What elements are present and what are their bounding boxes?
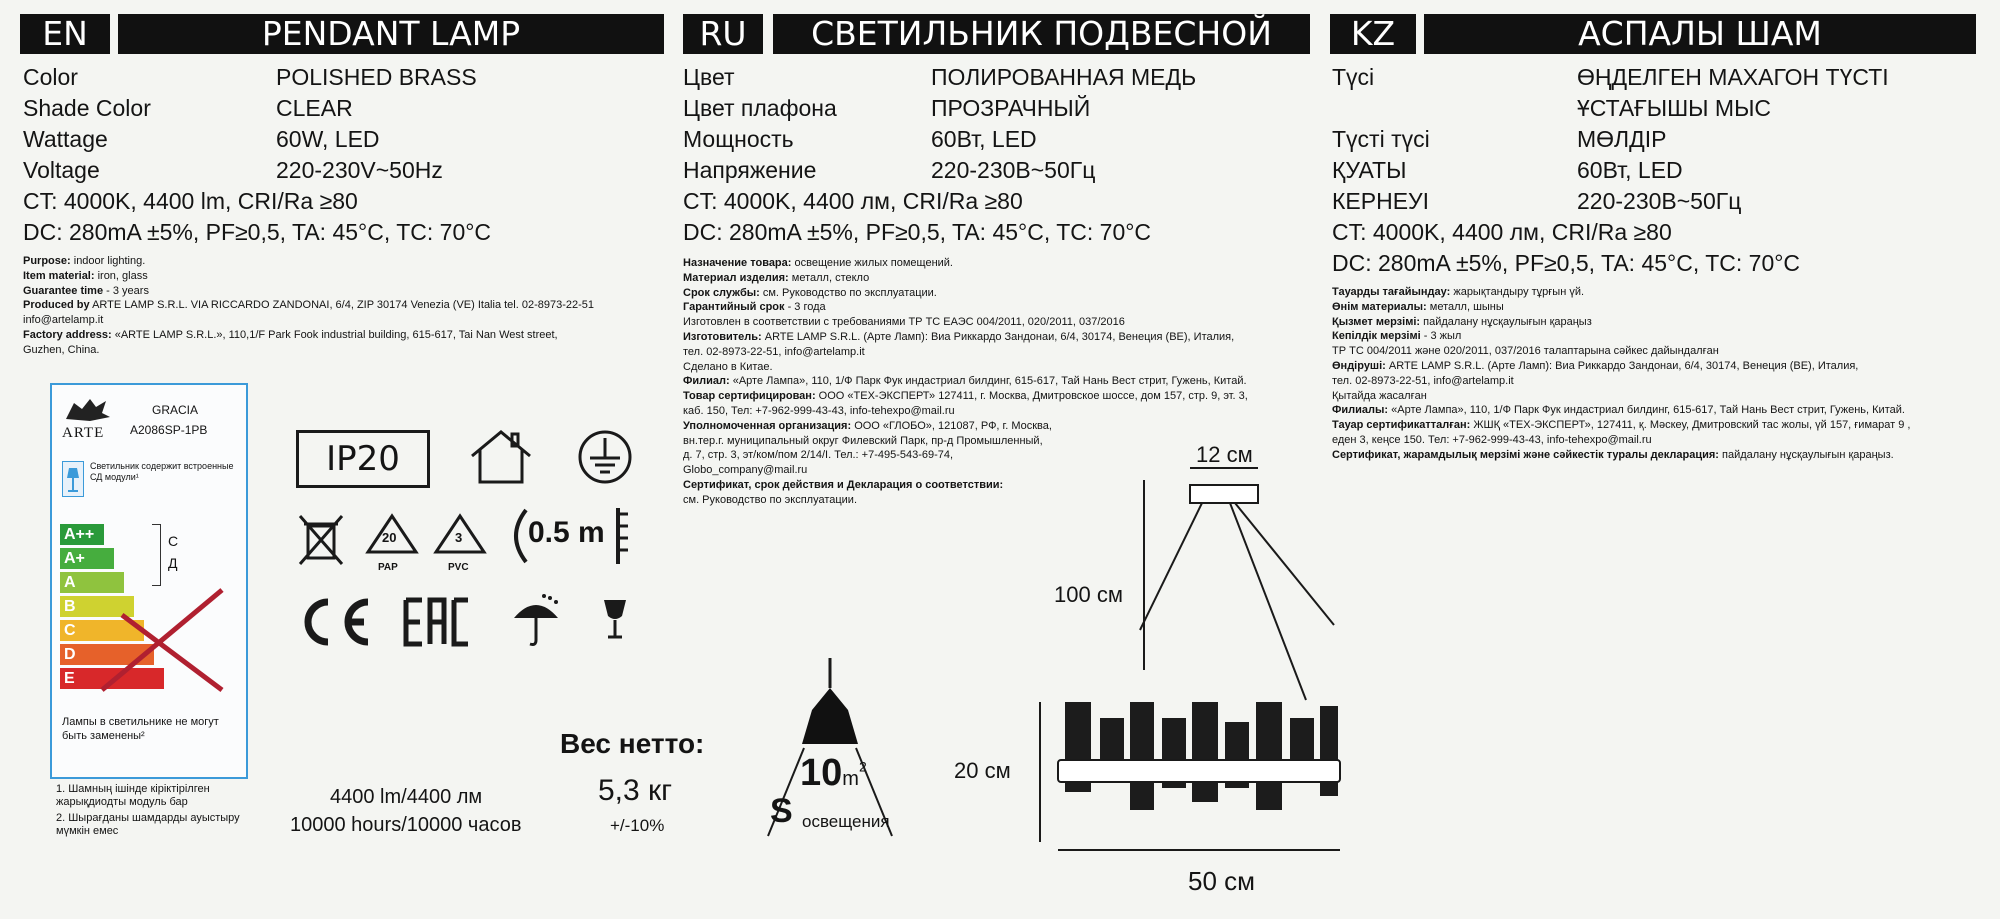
detail-line: каб. 150, Тел: +7-962-999-43-43, info-tehexpo@mail.ru bbox=[683, 404, 955, 417]
no-household-waste-icon bbox=[296, 512, 348, 568]
spec-key: Түсті түсі bbox=[1332, 126, 1430, 152]
spec-key: Shade Color bbox=[23, 95, 151, 121]
model-name: GRACIA bbox=[152, 403, 199, 417]
energy-class-bar: B bbox=[60, 596, 134, 617]
spec-row bbox=[23, 155, 594, 186]
spec-key: Мощность bbox=[683, 126, 794, 152]
lumen-line: 4400 lm/4400 лм bbox=[330, 786, 483, 808]
spec-row bbox=[1332, 124, 1910, 155]
model-code: A2086SP-1PB bbox=[130, 423, 208, 437]
spec-row bbox=[1332, 93, 1910, 124]
spec-value: 220-230В~50Гц bbox=[1577, 188, 1742, 214]
class-bracket bbox=[152, 524, 161, 586]
dim-shade-height: 20 см bbox=[954, 758, 1011, 783]
dim-height-total: 100 см bbox=[1054, 582, 1123, 607]
detail-line: ТР ТС 004/2011 және 020/2011, 037/2016 талаптарына сәйкес дайындалған bbox=[1332, 345, 1719, 358]
area-prefix: S bbox=[770, 792, 793, 830]
spec-key: Түсі bbox=[1332, 64, 1375, 90]
detail-line: вн.тер.г. муниципальный округ Филевский Парк, пр-д Промышленный, bbox=[683, 434, 1043, 447]
lang-code-ru: RU bbox=[683, 14, 763, 54]
recycle-pvc-code: PVC bbox=[448, 562, 469, 573]
brand-logo-text: ARTE bbox=[62, 425, 105, 441]
detail-line: Филиал: «Арте Лампа», 110, 1/Ф Парк Фук индастриал билдинг, 615-617, Тай Нань Вест стрит, Гужень, Китай. bbox=[683, 375, 1247, 388]
detail-line: Produced by ARTE LAMP S.R.L. VIA RICCARDO ZANDONAI, 6/4, ZIP 30174 Venezia (VE) Italia tel. 02-8973-22-51 bbox=[23, 299, 595, 312]
spec-row bbox=[1332, 62, 1910, 93]
detail-line: Қытайда жасалған bbox=[1332, 389, 1427, 402]
eac-mark-icon bbox=[402, 596, 472, 648]
detail-line: Қызмет мерзімі: пайдалану нұсқаулығын қараңыз bbox=[1332, 315, 1592, 328]
detail-line: Сделано в Китае. bbox=[683, 360, 773, 373]
footnote-1: 1. Шамның ішінде кіріктірілген жарықдиодты модуль бар bbox=[56, 783, 210, 808]
ce-mark-icon bbox=[296, 596, 376, 648]
recycle-pap-number: 20 bbox=[382, 530, 397, 545]
kz-column bbox=[1332, 62, 1910, 463]
spec-value: 220-230В~50Гц bbox=[931, 157, 1096, 183]
dim-canopy: 12 см bbox=[1196, 442, 1253, 467]
spec-row bbox=[683, 155, 1248, 186]
spec-key: Color bbox=[23, 64, 78, 90]
title-en: PENDANT LAMP bbox=[118, 14, 664, 54]
spec-value: 60Вт, LED bbox=[1577, 157, 1683, 183]
led-module-box bbox=[62, 461, 84, 497]
detail-line: Item material: iron, glass bbox=[23, 269, 148, 282]
detail-line: Изготовитель: ARTE LAMP S.R.L. (Арте Ламп): Виа Риккардо Зандонаи, 6/4, 30174, Венеция (ВЕ), Италия, bbox=[683, 330, 1235, 343]
distance-label: 0.5 m bbox=[528, 516, 605, 549]
detail-line: Кепілдік мерзімі - 3 жыл bbox=[1332, 330, 1462, 343]
detail-line: Тауарды тағайындау: жарықтандыру тұрғын үй. bbox=[1332, 286, 1585, 298]
scale-letter: С bbox=[168, 533, 179, 549]
lamps-note: Лампы в светильнике не могут быть заменены² bbox=[62, 716, 219, 742]
spec-value: CLEAR bbox=[276, 95, 353, 121]
spec-value: 60W, LED bbox=[276, 126, 380, 152]
indoor-house-icon bbox=[466, 428, 536, 486]
spec-value: POLISHED BRASS bbox=[276, 64, 477, 90]
detail-line: info@artelamp.it bbox=[23, 314, 104, 327]
ct-line: CT: 4000K, 4400 лм, CRI/Ra ≥80 bbox=[1332, 219, 1672, 245]
weight-tolerance: +/-10% bbox=[610, 816, 665, 835]
spec-row bbox=[683, 93, 1248, 124]
detail-line: Сертификат, срок действия и Декларация о соответствии: bbox=[683, 478, 1004, 491]
detail-line: Филиалы: «Арте Лампа», 110, 1/Ф Парк Фук индастриал билдинг, 615-617, Тай Нань Вест стрит, Гужень, Китай. bbox=[1332, 404, 1905, 417]
ip-rating-box: IP20 bbox=[296, 430, 430, 488]
detail-line: Guzhen, China. bbox=[23, 343, 100, 356]
detail-line: д. 7, стр. 3, эт/ком/пом 2/14/I. Тел.: +7-495-543-69-74, bbox=[683, 449, 954, 462]
spec-value: ПОЛИРОВАННАЯ МЕДЬ bbox=[931, 64, 1197, 90]
distance-ruler-icon bbox=[612, 506, 632, 566]
energy-class-bar: A bbox=[60, 572, 124, 593]
dc-line: DC: 280mA ±5%, PF≥0,5, TA: 45°C, TC: 70°C bbox=[1332, 250, 1801, 276]
energy-label-card bbox=[50, 383, 248, 779]
detail-line: Factory address: «ARTE LAMP S.R.L.», 110,1/F Park Fook industrial building, 615-617, Tai Nan West street, bbox=[23, 328, 558, 341]
energy-class-bar: C bbox=[60, 620, 144, 641]
spec-value: МӨЛДІР bbox=[1577, 126, 1667, 152]
spec-value: 60Вт, LED bbox=[931, 126, 1037, 152]
spec-value: ӨҢДЕЛГЕН МАХАГОН ТҮСТІ bbox=[1577, 64, 1889, 90]
energy-class-bar: D bbox=[60, 644, 154, 665]
lang-code-kz: KZ bbox=[1330, 14, 1416, 54]
detail-line: Срок службы: см. Руководство по эксплуатации. bbox=[683, 286, 937, 299]
title-ru: СВЕТИЛЬНИК ПОДВЕСНОЙ bbox=[773, 14, 1310, 54]
umbrella-icon bbox=[510, 592, 562, 650]
detail-line: Сертификат, жарамдылық мерзімі және сәйкестік туралы декларация: пайдалану нұсқаулығын қараңыз. bbox=[1332, 448, 1894, 461]
area-unit: m bbox=[842, 768, 859, 790]
detail-line: Purpose: indoor lighting. bbox=[23, 255, 146, 267]
spec-row bbox=[23, 62, 594, 93]
detail-line: Guarantee time - 3 years bbox=[23, 284, 149, 297]
energy-class-bar: E bbox=[60, 668, 164, 689]
spec-row bbox=[683, 62, 1248, 93]
detail-line: Материал изделия: металл, стекло bbox=[683, 271, 870, 284]
area-value: $10m^2$ bbox=[800, 752, 867, 794]
detail-line: Товар сертифицирован: ООО «ТЕХ-ЭКСПЕРТ» 127411, г. Москва, Дмитровское шоссе, дом 157, стр. 9, эт. 3, bbox=[683, 390, 1248, 403]
weight-label: Вес нетто: bbox=[560, 728, 705, 759]
not-replaceable-cross-icon bbox=[92, 585, 232, 695]
spec-key: Цвет плафона bbox=[683, 95, 837, 121]
spec-row bbox=[683, 124, 1248, 155]
detail-line: Изготовлен в соответствии с требованиями ТР ТС ЕАЭС 004/2011, 020/2011, 037/2016 bbox=[683, 316, 1125, 329]
detail-line: еден 3, кеңсе 150. Тел: +7-962-999-43-43, info-tehexpo@mail.ru bbox=[1332, 433, 1652, 446]
en-column bbox=[23, 62, 594, 358]
weight-value: 5,3 кг bbox=[598, 774, 673, 807]
footnote-2: 2. Шырағданы шамдарды ауыстыру мүмкін емес bbox=[56, 812, 240, 837]
detail-line: Гарантийный срок - 3 года bbox=[683, 301, 826, 314]
title-kz: АСПАЛЫ ШАМ bbox=[1424, 14, 1976, 54]
ground-earth-icon bbox=[576, 428, 634, 486]
hours-line: 10000 hours/10000 часов bbox=[290, 814, 522, 836]
lang-code-en: EN bbox=[20, 14, 110, 54]
spec-value: 220-230V~50Hz bbox=[276, 157, 443, 183]
energy-class-bar: A++ bbox=[60, 524, 104, 545]
lamp-dimension-drawing bbox=[930, 440, 1420, 910]
recycle-pvc-number: 3 bbox=[455, 530, 463, 545]
detail-line: Назначение товара: освещение жилых помещений. bbox=[683, 257, 953, 269]
detail-line: тел. 02-8973-22-51, info@artelamp.it bbox=[683, 345, 865, 358]
spec-value: ПРОЗРАЧНЫЙ bbox=[931, 95, 1091, 121]
area-unit-sup: 2 bbox=[858, 758, 867, 775]
area-label: освещения bbox=[802, 812, 890, 831]
spec-key bbox=[1332, 93, 1577, 124]
spec-key: Wattage bbox=[23, 126, 108, 152]
griffin-logo-icon bbox=[60, 393, 118, 427]
detail-line: см. Руководство по эксплуатации. bbox=[683, 493, 857, 506]
spec-row bbox=[23, 124, 594, 155]
led-note: Светильник содержит встроенные СД модули¹ bbox=[90, 461, 234, 482]
spec-key: КЕРНЕУІ bbox=[1332, 188, 1430, 214]
fragile-glass-icon bbox=[600, 596, 630, 642]
spec-row bbox=[1332, 186, 1910, 217]
lamp-icon bbox=[63, 462, 83, 496]
spec-key: Voltage bbox=[23, 157, 100, 183]
scale-letter: Д bbox=[168, 555, 178, 571]
detail-line: Уполномоченная организация: ООО «ГЛОБО», 121087, РФ, г. Москва, bbox=[683, 419, 1052, 432]
dc-line: DC: 280mA ±5%, PF≥0,5, TA: 45°C, TC: 70°C bbox=[23, 219, 492, 245]
ct-line: CT: 4000K, 4400 lm, CRI/Ra ≥80 bbox=[23, 188, 358, 214]
detail-line: тел. 02-8973-22-51, info@artelamp.it bbox=[1332, 374, 1514, 387]
spec-row bbox=[23, 93, 594, 124]
distance-lamp-icon bbox=[504, 506, 530, 566]
spec-key: ҚУАТЫ bbox=[1332, 157, 1407, 183]
detail-line: Өндіруші: ARTE LAMP S.R.L. (Арте Ламп): Виа Риккардо Зандонаи, 6/4, 30174, Венеция (ВЕ), Италия, bbox=[1332, 359, 1859, 372]
detail-line: Globo_company@mail.ru bbox=[683, 464, 808, 477]
dim-width: 50 см bbox=[1188, 866, 1256, 896]
spec-row bbox=[1332, 155, 1910, 186]
dc-line: DC: 280mA ±5%, PF≥0,5, TA: 45°C, TC: 70°C bbox=[683, 219, 1152, 245]
detail-line: Өнім материалы: металл, шыны bbox=[1332, 300, 1504, 313]
spec-value: ҰСТАҒЫШЫ МЫС bbox=[1577, 95, 1772, 121]
spec-key: Цвет bbox=[683, 64, 735, 90]
detail-line: Тауар сертификатталған: ЖШҚ «ТЕХ-ЭКСПЕРТ», 127411, қ. Мәскеу, Дмитровский тас жолы, үй 157, ғимарат 9 , bbox=[1332, 419, 1911, 432]
recycle-pap-code: PAP bbox=[378, 562, 398, 573]
spec-key: Напряжение bbox=[683, 157, 817, 183]
energy-class-bar: A+ bbox=[60, 548, 114, 569]
ct-line: CT: 4000K, 4400 лм, CRI/Ra ≥80 bbox=[683, 188, 1023, 214]
